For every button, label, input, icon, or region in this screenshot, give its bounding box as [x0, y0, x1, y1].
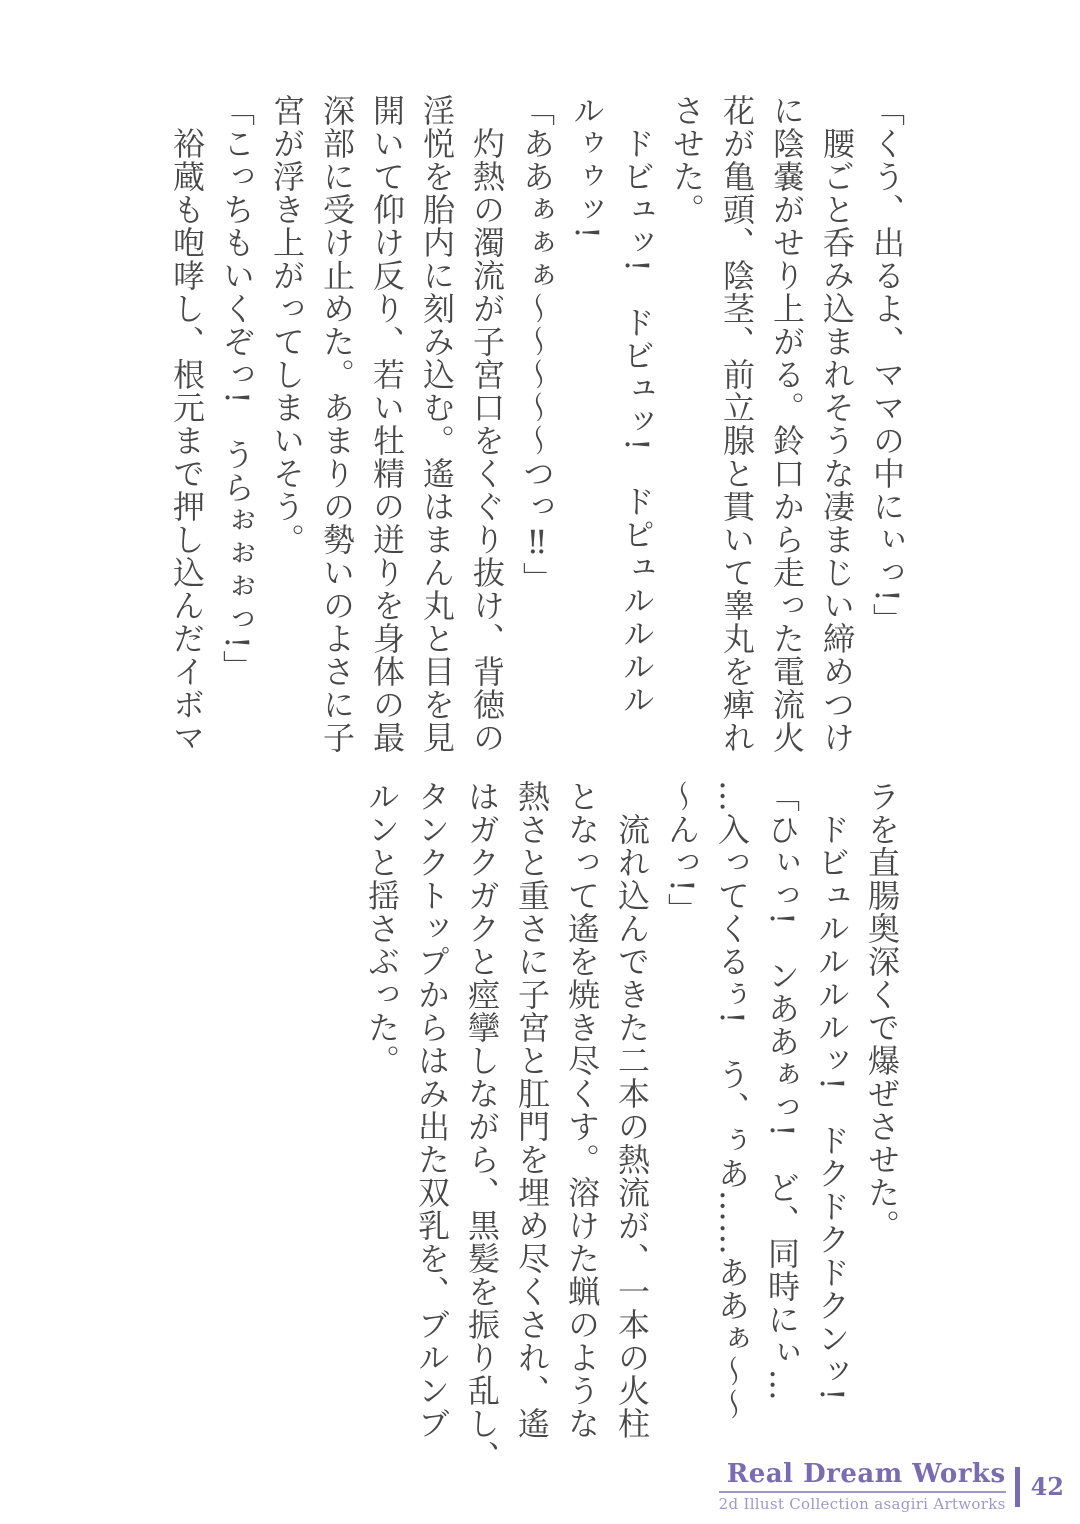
text-column: 深部に受け止めた。あまりの勢いのよさに子	[318, 94, 356, 754]
text-column: …入ってくるぅ! う、ぅあ……ああぁ〜〜	[713, 780, 751, 1421]
footer-divider-bar	[1015, 1467, 1020, 1507]
text-column: 「ああぁぁぁ〜〜〜〜〜つっ‼」	[518, 94, 556, 595]
text-column: 淫悦を胎内に刻み込む。遙はまん丸と目を見	[418, 94, 456, 754]
text-column: 宮が浮き上がってしまいそう。	[268, 94, 306, 556]
text-column: 「こっちもいくぞっ! うらぉぉぉっ!」	[218, 94, 256, 683]
text-column: 花が亀頭、陰茎、前立腺と貫いて睾丸を痺れ	[718, 94, 756, 754]
text-column: ルゥゥッ!	[568, 94, 606, 240]
text-column: 開いて仰け反り、若い牡精の迸りを身体の最	[368, 94, 406, 754]
text-column: ラを直腸奥深くで爆ぜさせた。	[863, 780, 901, 1242]
text-column: はガクガクと痙攣しながら、黒髪を振り乱し、	[463, 780, 501, 1473]
text-column: 「くう、出るよ、ママの中にぃっ!」	[868, 94, 906, 636]
text-column: に陰嚢がせり上がる。鈴口から走った電流火	[768, 94, 806, 754]
footer-brand-block	[719, 1461, 1006, 1512]
text-column: 裕蔵も咆哮し、根元まで押し込んだイボマ	[168, 127, 206, 754]
text-column: 流れ込んできた二本の熱流が、一本の火柱	[613, 813, 651, 1440]
text-column: 〜んっ!」	[663, 780, 701, 926]
text-column: 腰ごと呑み込まれそうな凄まじい締めつけ	[818, 127, 856, 754]
text-column: させた。	[668, 94, 706, 226]
brand-title: Real Dream Works	[719, 1461, 1006, 1493]
text-column: 灼熱の濁流が子宮口をくぐり抜け、背徳の	[468, 127, 506, 754]
main-text-block-top	[162, 94, 912, 784]
text-column: 熱さと重さに子宮と肛門を埋め尽くされ、遙	[513, 780, 551, 1440]
text-column: タンクトップからはみ出た双乳を、ブルンブ	[413, 780, 451, 1440]
text-column: ルンと揺さぶった。	[363, 780, 401, 1077]
text-column: ドビュルルルルッ! ドクドクドクンッ!	[813, 813, 851, 1402]
main-text-block-bottom	[357, 780, 907, 1480]
page-number: 42	[1030, 1472, 1064, 1501]
collection-subtitle: 2d Illust Collection asagiri Artworks	[718, 1495, 1006, 1513]
page-footer	[719, 1461, 1064, 1512]
text-column: ドビュッ! ドビュッ! ドピュルルルル	[618, 127, 656, 716]
text-column: となって遙を焼き尽くす。溶けた蝋のような	[563, 780, 601, 1440]
text-column: 「ひぃっ! ンああぁっ! ど、同時にぃ…	[763, 780, 801, 1402]
